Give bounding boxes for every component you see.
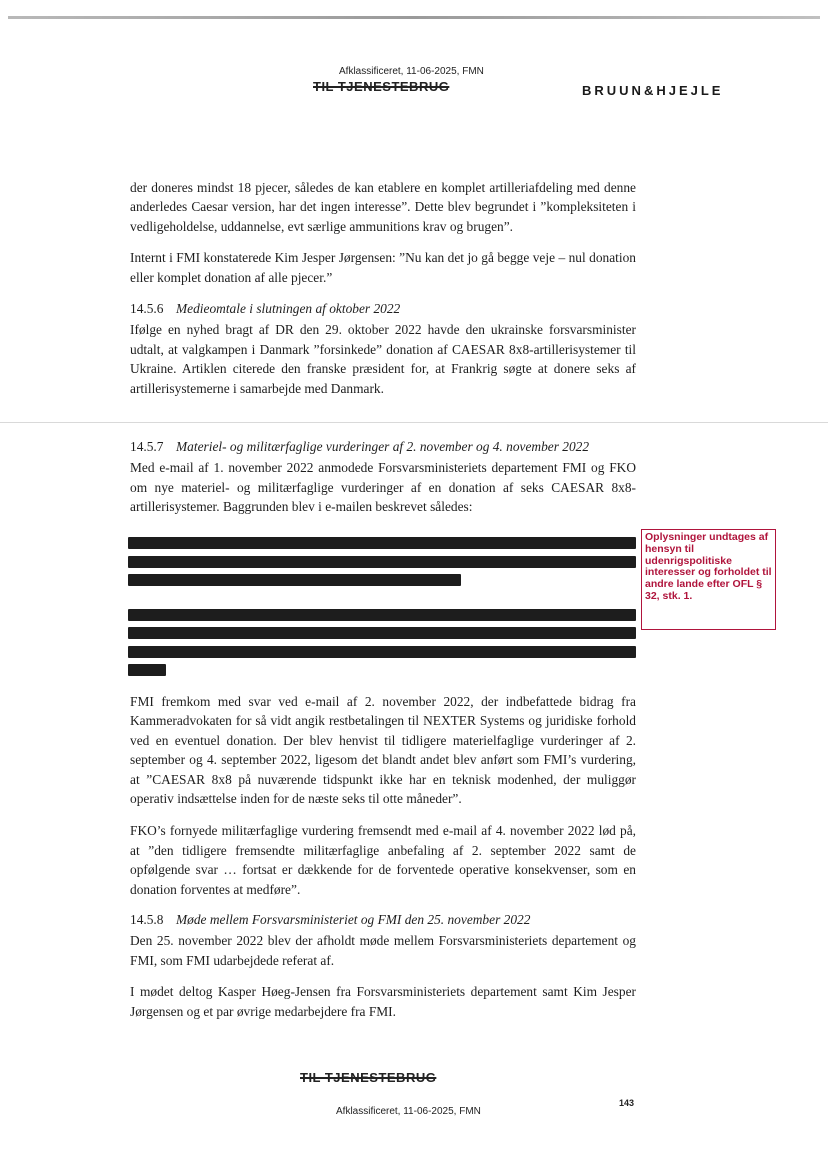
section-title: Møde mellem Forsvarsministeriet og FMI den 25. november 2022	[176, 912, 531, 928]
section-title: Materiel- og militærfaglige vurderinger af 2. november og 4. november 2022	[176, 439, 590, 454]
text-block-3	[130, 692, 636, 1021]
redaction-bar	[128, 627, 636, 639]
paragraph-fmi-reply: FMI fremkom med svar ved e-mail af 2. november 2022, der indbefattede bidrag fra Kammeradvokaten for så vidt angik restbetalingen til NEXTER Systems og juridiske forhold ved en eventuel donation. Der blev henvist til tidligere materielfaglige vurderinger af 2. september og 4. september 2022, ligesom det blandt andet blev anført som FMI’s vurdering, at ”CAESAR 8x8 på nuværende tidspunkt ikke har en teknisk modenhed, der muliggør operativ indsættelse inden for de næste seks til otte måneder”.	[130, 694, 636, 807]
text-block-2	[130, 437, 636, 517]
redaction-justification-note: Oplysninger undtages af hensyn til udenrigspolitiske interesser og forholdet til andre lande efter OFL § 32, stk. 1.	[641, 529, 776, 630]
classification-marking-top: TIL TJENESTEBRUG	[313, 79, 450, 94]
section-heading-14-5-6	[130, 299, 636, 318]
redaction-bar	[128, 574, 461, 586]
declassification-stamp-top: Afklassificeret, 11-06-2025, FMN	[339, 66, 484, 77]
paragraph-fko-assessment: FKO’s fornyede militærfaglige vurdering fremsendt med e-mail af 4. november 2022 lød på, at ”den tidligere fremsendte militærfaglige anbefaling af 2. september 2022 samt de opfølgende svar … fortsat er dækkende for de forventede operative konsekvenser, som en donation forventes at medføre”.	[130, 823, 636, 897]
firm-logo: BRUUN&HJEJLE	[582, 83, 724, 98]
redaction-bar	[128, 609, 636, 621]
declassification-stamp-bottom: Afklassificeret, 11-06-2025, FMN	[336, 1106, 481, 1117]
paragraph-meeting: Den 25. november 2022 blev der afholdt møde mellem Forsvarsministeriets departement og FMI, som FMI udarbejdede referat af.	[130, 933, 636, 968]
paragraph-continuation: der doneres mindst 18 pjecer, således de kan etablere en komplet artilleriafdeling med denne anderledes Caesar version, har det ingen interesse”. Dette blev begrundet i ”kompleksiteten i vedligeholdelse, uddannelse, evt særlige ammunitions krav og brugen”.	[130, 180, 636, 234]
page-number: 143	[619, 1098, 635, 1108]
section-title: Medieomtale i slutningen af oktober 2022	[176, 301, 401, 317]
scan-fold-line	[0, 422, 828, 423]
redaction-bar	[128, 646, 636, 658]
redaction-bar	[128, 556, 636, 568]
text-block-1	[130, 178, 636, 398]
section-number: 14.5.6	[130, 301, 164, 317]
section-number: 14.5.8	[130, 912, 164, 928]
paragraph-internal-fmi: Internt i FMI konstaterede Kim Jesper Jørgensen: ”Nu kan det jo gå begge veje – nul donation eller komplet donation af alle pjecer.”	[130, 250, 636, 285]
paragraph-media: Ifølge en nyhed bragt af DR den 29. oktober 2022 havde den ukrainske forsvarsminister udtalt, at valgkampen i Danmark ”forsinkede” donation af CAESAR 8x8-artillerisystemer til Ukraine. Artiklen citerede den franske præsident for, at Frankrig søgte at donere seks af artillerisystemerne i samarbejde med Danmark.	[130, 322, 636, 396]
section-number: 14.5.7	[130, 439, 164, 454]
classification-marking-bottom: TIL TJENESTEBRUG	[300, 1070, 437, 1085]
scan-edge-line	[8, 16, 820, 19]
section-heading-14-5-7	[130, 437, 636, 456]
redaction-bar	[128, 537, 636, 549]
section-heading-14-5-8	[130, 910, 636, 929]
paragraph-email-request: Med e-mail af 1. november 2022 anmodede Forsvarsministeriets departement FMI og FKO om nye materiel- og militærfaglige vurderinger af en donation af seks CAESAR 8x8-artillerisystemer. Baggrunden blev i e-mailen beskrevet således:	[130, 460, 636, 515]
paragraph-participants: I mødet deltog Kasper Høeg-Jensen fra Forsvarsministeriets departement samt Kim Jesper Jørgensen og et par øvrige medarbejdere fra FMI.	[130, 984, 636, 1019]
redaction-bar	[128, 664, 166, 676]
